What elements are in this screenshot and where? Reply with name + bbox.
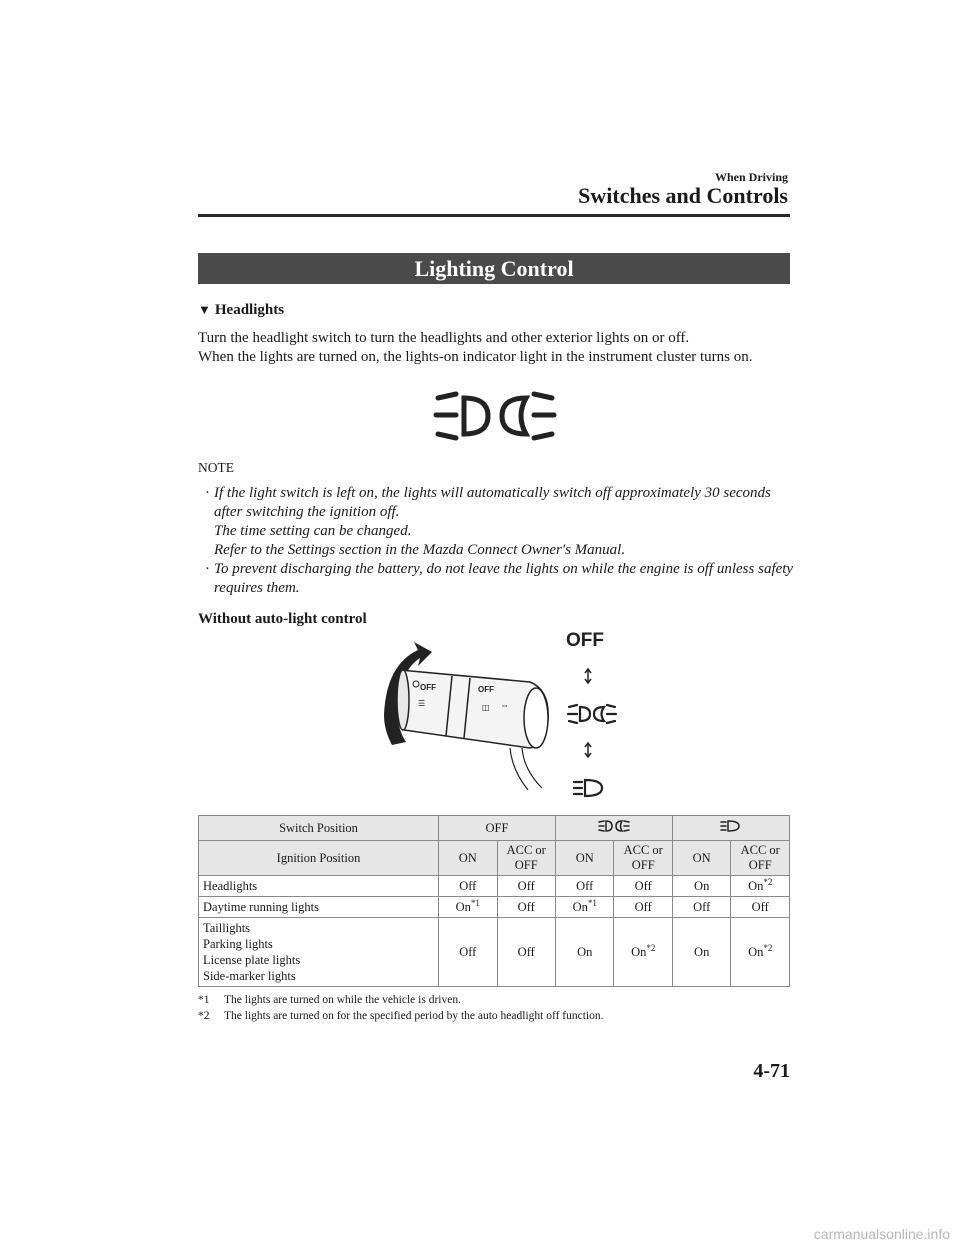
footnote-1: *1 The lights are turned on while the vehicle is driven.	[198, 994, 461, 1006]
without-auto-light-heading: Without auto-light control	[198, 611, 367, 627]
footnotes	[198, 992, 798, 1024]
header-divider	[198, 214, 790, 217]
bullet-icon: ·	[205, 561, 210, 577]
note-list	[207, 484, 797, 598]
switch-position-header: Switch Position	[199, 816, 439, 841]
svg-text:☰: ☰	[418, 699, 426, 708]
page-number: 4-71	[753, 1060, 790, 1082]
svg-text:⇔: ⇔	[500, 700, 509, 710]
footnote-2: *2 The lights are turned on for the specified period by the auto headlight off function.	[198, 1010, 604, 1022]
section-banner: Lighting Control	[198, 253, 790, 284]
lights-on-indicator-icon	[430, 388, 560, 446]
lever-off-label: OFF	[420, 683, 436, 692]
headlights-heading: ▼ Headlights	[198, 302, 285, 318]
off-position-label: OFF	[566, 630, 604, 651]
watermark: carmanualsonline.info	[813, 1226, 950, 1242]
note-label: NOTE	[198, 460, 234, 475]
table-row: Headlights Off Off Off Off On On$^{*2}$	[199, 876, 790, 897]
off-column-header: OFF	[439, 816, 556, 841]
svg-text:◫: ◫	[482, 703, 490, 712]
headlight-column-header	[672, 816, 789, 841]
note-item-1: · If the light switch is left on, the lights will automatically switch off approximately 30 seconds after switching the ignition off. The time setting can be changed. Refer to the Settings section in the Mazda Connect Owner's Manual.	[205, 485, 771, 558]
position-lamp-column-header	[555, 816, 672, 841]
lights-table	[198, 815, 790, 987]
position-lamp-icon	[568, 705, 616, 723]
headlight-lever-illustration	[370, 620, 640, 810]
intro-paragraph-2: When the lights are turned on, the lights-on indicator light in the instrument cluster turns on.	[198, 349, 753, 365]
lever-fog-off-label: OFF	[478, 685, 494, 694]
ignition-position-header: Ignition Position	[199, 841, 439, 876]
table-row: Taillights Parking lights License plate lights Side-marker lights Off Off On On$^{*2}$ On On$^{*2}$	[199, 918, 790, 987]
headlight-icon	[574, 780, 602, 796]
chapter-section-label: When Driving	[714, 170, 788, 184]
ignition-row: Ignition Position ON ACC or OFF ON ACC or OFF ON ACC or OFF	[199, 841, 790, 876]
table-header-row	[199, 816, 790, 841]
position-arrow-icon	[585, 669, 591, 683]
position-lamp-icon	[597, 818, 631, 834]
triangle-marker-icon: ▼	[198, 302, 211, 317]
headlight-icon	[719, 818, 743, 834]
table-row: Daytime running lights On$^{*1}$ Off On$^{*1}$ Off Off Off	[199, 897, 790, 918]
note-item-2: · To prevent discharging the battery, do not leave the lights on while the engine is off unless safety requires them.	[205, 561, 794, 596]
bullet-icon: ·	[205, 485, 210, 501]
chapter-title: Switches and Controls	[578, 183, 788, 208]
position-arrow-icon	[585, 743, 591, 757]
intro-paragraph-1: Turn the headlight switch to turn the headlights and other exterior lights on or off.	[198, 330, 690, 346]
